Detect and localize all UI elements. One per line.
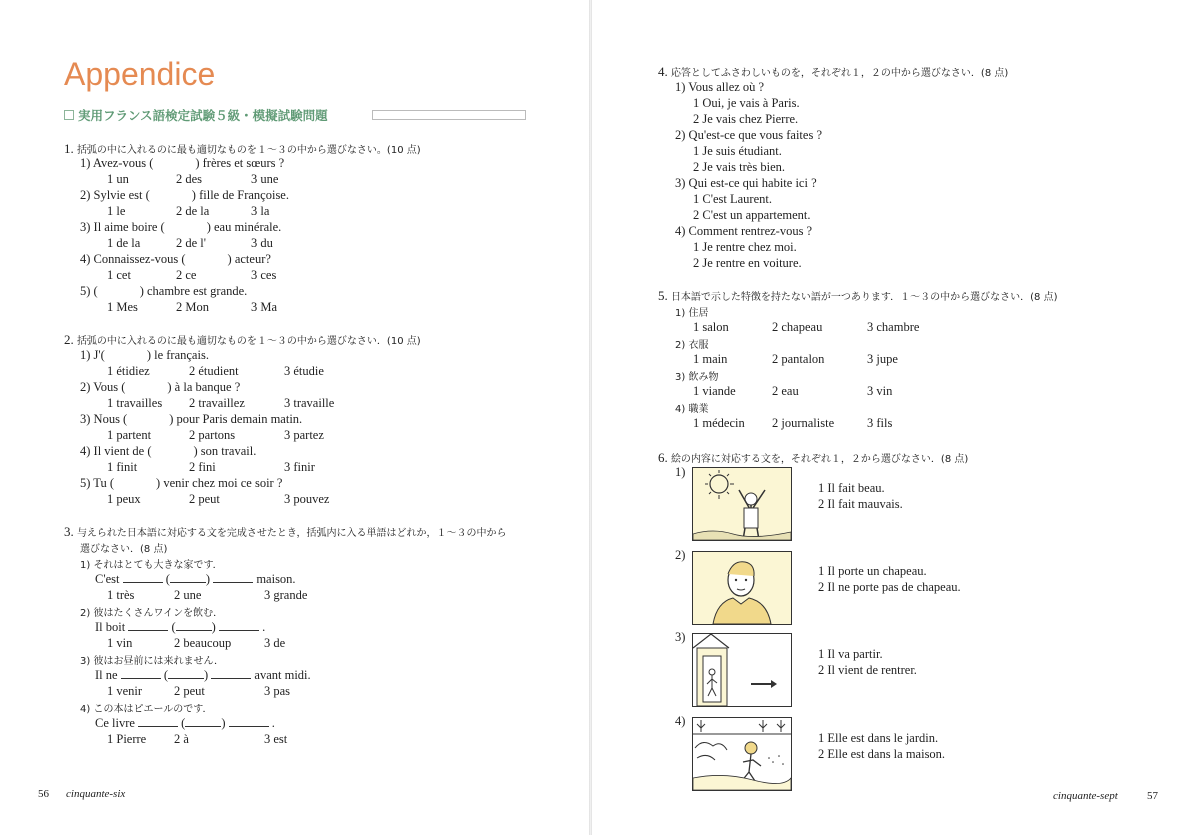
q6-item-4-answer1: 1 Elle est dans le jardin. [818, 731, 939, 745]
q3-item-2-jp: 2) 彼はたくさんワインを飲む． [80, 608, 224, 619]
q1-item-5-prompt: 5) ( ) chambre est grande. [80, 284, 248, 298]
q3-item-3-opt1: 1 venir [107, 684, 143, 698]
q2-item-4-opt2: 2 fini [189, 460, 216, 474]
q2-item-3-opt2: 2 partons [189, 428, 236, 442]
q4-item-2-answer2: 2 Je vais très bien. [693, 160, 785, 174]
q5-item-3-opt1: 1 viande [693, 384, 736, 398]
q3-item-2-opt3: 3 de [264, 636, 286, 650]
q3-item-2-opt2: 2 beaucoup [174, 636, 232, 650]
q3-item-2-fr: Il boit ( ) . [95, 620, 266, 634]
woman-garden-illustration [692, 717, 792, 791]
q5-item-3-opt2: 2 eau [772, 384, 799, 398]
q6-item-2-label: 2) [675, 548, 686, 562]
square-marker-icon [64, 110, 74, 120]
q2-item-2-opt1: 1 travailles [107, 396, 163, 410]
q1-item-2-prompt: 2) Sylvie est ( ) fille de Françoise. [80, 188, 289, 202]
q1-item-1-opt3: 3 une [251, 172, 279, 186]
q5-item-1-opt3: 3 chambre [867, 320, 920, 334]
q4-item-4-answer2: 2 Je rentre en voiture. [693, 256, 802, 270]
q3-item-1-opt2: 2 une [174, 588, 202, 602]
q6-item-3-answer1: 1 Il va partir. [818, 647, 883, 661]
q5-item-1-label: 1) 住居 [675, 308, 709, 319]
page-number-right: 57 [1147, 790, 1158, 802]
q2-item-3-opt1: 1 partent [107, 428, 152, 442]
q4-item-3-answer1: 1 C'est Laurent. [693, 192, 772, 206]
q3-item-3-opt2: 2 peut [174, 684, 205, 698]
q5-heading: 5. 日本語で示した特徴を持たない語が一つあります．１～３の中から選びなさい．(8 点) [658, 288, 1058, 303]
q3-item-1-opt3: 3 grande [264, 588, 308, 602]
q5-item-4-opt1: 1 médecin [693, 416, 745, 430]
q2-item-5-prompt: 5) Tu ( ) venir chez moi ce soir ? [80, 476, 283, 490]
q1-item-3-opt3: 3 du [251, 236, 273, 250]
q6-item-4-label: 4) [675, 714, 686, 728]
page-title: Appendice [64, 56, 216, 92]
q2-item-2-opt3: 3 travaille [284, 396, 335, 410]
q3-item-4-opt1: 1 Pierre [107, 732, 147, 746]
q4-item-1-answer2: 2 Je vais chez Pierre. [693, 112, 799, 126]
q5-item-3-label: 3) 飲み物 [675, 372, 719, 383]
q5-item-4-opt2: 2 journaliste [772, 416, 835, 430]
q2-item-4-opt1: 1 finit [107, 460, 138, 474]
q3-item-2-opt1: 1 vin [107, 636, 133, 650]
q6-item-1-answer1: 1 Il fait beau. [818, 481, 885, 495]
q5-item-1-opt1: 1 salon [693, 320, 729, 334]
q2-item-2-opt2: 2 travaillez [189, 396, 245, 410]
q1-item-2-opt2: 2 de la [176, 204, 210, 218]
q2-heading: 2. 括弧の中に入れるのに最も適切なものを１～３の中から選びなさい．(10 点) [64, 332, 421, 347]
q3-item-4-opt3: 3 est [264, 732, 288, 746]
q4-item-4-answer1: 1 Je rentre chez moi. [693, 240, 797, 254]
q2-item-2-prompt: 2) Vous ( ) à la banque ? [80, 380, 241, 394]
q2-item-1-opt2: 2 étudient [189, 364, 239, 378]
q1-item-4-prompt: 4) Connaissez-vous ( ) acteur? [80, 252, 271, 266]
q4-item-1-question: 1) Vous allez où ? [675, 80, 765, 94]
book-gutter [589, 0, 592, 835]
q3-item-1-jp: 1) それはとても大きな家です． [80, 560, 223, 571]
page-word-left: cinquante-six [66, 788, 126, 800]
q5-item-2-label: 2) 衣服 [675, 340, 709, 351]
man-leaving-house-illustration [692, 633, 792, 707]
q2-item-1-opt1: 1 étidiez [107, 364, 150, 378]
q1-item-2-opt1: 1 le [107, 204, 126, 218]
q3-item-4-opt2: 2 à [174, 732, 189, 746]
q2-item-5-opt2: 2 peut [189, 492, 220, 506]
q2-item-1-prompt: 1) J'( ) le français. [80, 348, 209, 362]
q3-heading: 3. 与えられた日本語に対応する文を完成させたとき，括弧内に入る単語はどれか，１～３の中から [64, 524, 507, 539]
q4-item-1-answer1: 1 Oui, je vais à Paris. [693, 96, 800, 110]
q1-item-5-opt2: 2 Mon [176, 300, 209, 314]
q2-item-4-opt3: 3 finir [284, 460, 315, 474]
subtitle-text: 実用フランス語検定試験５級・模擬試験問題 [78, 108, 328, 123]
q6-item-1-answer2: 2 Il fait mauvais. [818, 497, 903, 511]
q6-item-3-answer2: 2 Il vient de rentrer. [818, 663, 917, 677]
q4-item-3-answer2: 2 C'est un appartement. [693, 208, 811, 222]
page-number-left: 56 [38, 788, 49, 800]
sunny-man-illustration [692, 467, 792, 541]
q6-heading: 6. 絵の内容に対応する文を，それぞれ１，２から選びなさい．(8 点) [658, 450, 969, 465]
q4-heading: 4. 応答としてふさわしいものを，それぞれ１，２の中から選びなさい．(8 点) [658, 64, 1009, 79]
q2-item-5-opt3: 3 pouvez [284, 492, 330, 506]
q3-item-3-jp: 3) 彼はお昼前には来れません． [80, 656, 225, 667]
q5-item-2-opt2: 2 pantalon [772, 352, 825, 366]
q5-item-2-opt1: 1 main [693, 352, 728, 366]
q4-item-2-question: 2) Qu'est-ce que vous faites ? [675, 128, 822, 142]
q3-item-4-fr: Ce livre ( ) . [95, 716, 275, 730]
page-word-right: cinquante-sept [1053, 790, 1118, 802]
q2-item-3-prompt: 3) Nous ( ) pour Paris demain matin. [80, 412, 303, 426]
left-page [0, 0, 590, 835]
q1-heading: 1. 括弧の中に入れるのに最も適切なものを１～３の中から選びなさい。(10 点) [64, 141, 421, 156]
q3-item-1-fr: C'est ( ) maison. [95, 572, 296, 586]
q1-item-3-prompt: 3) Il aime boire ( ) eau minérale. [80, 220, 282, 234]
q4-item-2-answer1: 1 Je suis étudiant. [693, 144, 782, 158]
q6-item-1-label: 1) [675, 465, 686, 479]
q2-item-3-opt3: 3 partez [284, 428, 324, 442]
q1-item-2-opt3: 3 la [251, 204, 270, 218]
q5-item-3-opt3: 3 vin [867, 384, 893, 398]
q6-item-3-label: 3) [675, 630, 686, 644]
q1-item-5-opt1: 1 Mes [107, 300, 138, 314]
q4-item-4-question: 4) Comment rentrez-vous ? [675, 224, 813, 238]
q5-item-1-opt2: 2 chapeau [772, 320, 823, 334]
q1-item-1-opt2: 2 des [176, 172, 203, 186]
q3-item-4-jp: 4) この本はピエールのです． [80, 704, 213, 715]
q1-item-4-opt3: 3 ces [251, 268, 277, 282]
q1-item-1-prompt: 1) Avez-vous ( ) frères et sœurs ? [80, 156, 285, 170]
q1-item-5-opt3: 3 Ma [251, 300, 278, 314]
q5-item-2-opt3: 3 jupe [867, 352, 898, 366]
q1-item-4-opt2: 2 ce [176, 268, 197, 282]
q5-item-4-label: 4) 職業 [675, 404, 709, 415]
q3-item-3-opt3: 3 pas [264, 684, 291, 698]
q2-item-4-prompt: 4) Il vient de ( ) son travail. [80, 444, 257, 458]
q6-item-2-answer2: 2 Il ne porte pas de chapeau. [818, 580, 961, 594]
q1-item-1-opt1: 1 un [107, 172, 129, 186]
section-subtitle [64, 107, 524, 123]
q3-item-3-fr: Il ne ( ) avant midi. [95, 668, 311, 682]
subtitle-rule [372, 110, 526, 120]
q1-item-3-opt1: 1 de la [107, 236, 141, 250]
q6-item-2-answer1: 1 Il porte un chapeau. [818, 564, 927, 578]
q4-item-3-question: 3) Qui est-ce qui habite ici ? [675, 176, 817, 190]
q1-item-3-opt2: 2 de l' [176, 236, 207, 250]
q6-item-4-answer2: 2 Elle est dans la maison. [818, 747, 946, 761]
man-portrait-illustration [692, 551, 792, 625]
q1-item-4-opt1: 1 cet [107, 268, 131, 282]
q2-item-5-opt1: 1 peux [107, 492, 141, 506]
q2-item-1-opt3: 3 étudie [284, 364, 324, 378]
q3-heading-line2: 選びなさい．(8 点) [80, 544, 168, 555]
q5-item-4-opt3: 3 fils [867, 416, 893, 430]
q3-item-1-opt1: 1 très [107, 588, 135, 602]
